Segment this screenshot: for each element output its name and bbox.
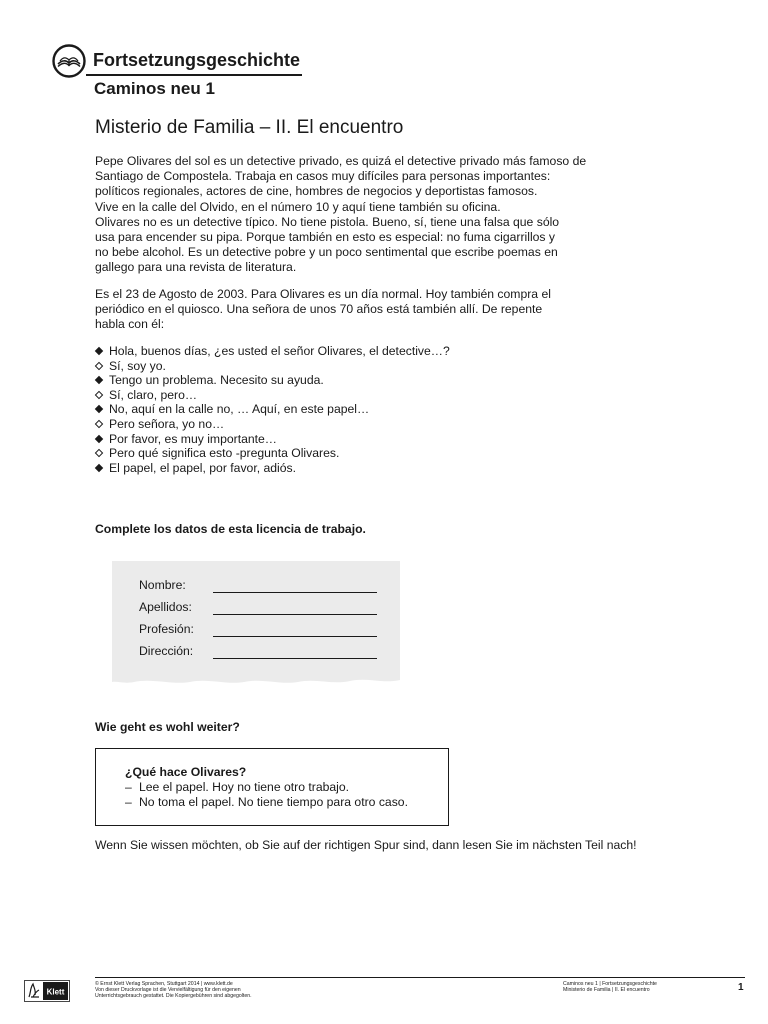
dialogue-line: El papel, el papel, por favor, adiós. xyxy=(95,461,450,476)
question-title: ¿Qué hace Olivares? xyxy=(125,765,247,779)
dialogue-line: Pero señora, yo no… xyxy=(95,417,450,432)
dialogue-list xyxy=(95,344,450,475)
hollow-diamond-icon xyxy=(95,449,103,457)
dialogue-line: No, aquí en la calle no, … Aquí, en este papel… xyxy=(95,402,450,417)
hollow-diamond-icon xyxy=(95,420,103,428)
filled-diamond-icon xyxy=(95,376,103,384)
answer-option[interactable]: – Lee el papel. Hoy no tiene otro trabajo. xyxy=(125,780,350,794)
closing-note: Wenn Sie wissen möchten, ob Sie auf der richtigen Spur sind, dann lesen Sie im nächsten Teil nach! xyxy=(95,838,637,852)
copyright-notice xyxy=(95,981,252,1000)
filled-diamond-icon xyxy=(95,347,103,355)
filled-diamond-icon xyxy=(95,405,103,413)
text-line: políticos regionales, actores de cine, hombres de negocios y deportistas famosos. xyxy=(95,184,538,199)
dialogue-line: Hola, buenos días, ¿es usted el señor Olivares, el detective…? xyxy=(95,344,450,359)
text-line: gallego para una revista de literatura. xyxy=(95,260,297,275)
apellidos-blank[interactable] xyxy=(213,614,377,615)
dash-marker: – xyxy=(125,780,132,794)
dialogue-line: Tengo un problema. Necesito su ayuda. xyxy=(95,373,450,388)
nombre-blank[interactable] xyxy=(213,592,377,593)
story-title: Misterio de Familia – II. El encuentro xyxy=(95,117,404,138)
text-line: Es el 23 de Agosto de 2003. Para Olivares es un día normal. Hoy también compra el xyxy=(95,287,551,301)
exercise1-instruction: Complete los datos de esta licencia de trabajo. xyxy=(95,522,366,536)
text-line: © Ernst Klett Verlag Sprachen, Stuttgart 2014 | www.klett.de xyxy=(95,981,233,987)
dash-marker: – xyxy=(125,795,132,809)
text-line: habla con él: xyxy=(95,317,165,332)
series-title: Fortsetzungsgeschichte xyxy=(93,50,301,70)
dialogue-line: Sí, claro, pero… xyxy=(95,388,450,403)
text-line: no bebe alcohol. Es un detective pobre y un poco sentimental que escribe poemas en xyxy=(95,245,558,260)
text-line: Olivares no es un detective típico. No tiene pistola. Bueno, sí, tiene una falsa que sólo xyxy=(95,214,560,229)
field-label-direccion: Dirección: xyxy=(139,644,194,658)
text-line: Unterrichtsgebrauch gestattet. Die Kopiergebühren sind abgegolten. xyxy=(95,993,252,1000)
text-line: Von dieser Druckvorlage ist die Vervielfältigung für den eigenen xyxy=(95,987,241,994)
intro-paragraph xyxy=(95,154,635,276)
profesion-blank[interactable] xyxy=(213,636,377,637)
source-reference xyxy=(563,981,657,993)
hollow-diamond-icon xyxy=(95,361,103,369)
text-line: Caminos neu 1 | Fortsetzungsgeschichte xyxy=(563,981,657,987)
dialogue-line: Sí, soy yo. xyxy=(95,359,450,374)
dialogue-line: Por favor, es muy importante… xyxy=(95,432,450,447)
field-label-profesion: Profesión: xyxy=(139,622,194,636)
text-line: Ministerio de Familia | II. El encuentro xyxy=(563,987,650,994)
dialogue-line: Pero qué significa esto -pregunta Olivares. xyxy=(95,446,450,461)
text-line: Pepe Olivares del sol es un detective privado, es quizá el detective privado más famoso de xyxy=(95,154,587,168)
footer-divider xyxy=(95,977,745,978)
direccion-blank[interactable] xyxy=(213,658,377,659)
hollow-diamond-icon xyxy=(95,391,103,399)
answer-option[interactable]: – No toma el papel. No tiene tiempo para otro caso. xyxy=(125,795,408,809)
filled-diamond-icon xyxy=(95,464,103,472)
text-line: Santiago de Compostela. Trabaja en casos muy difíciles para personas importantes: xyxy=(95,169,551,184)
field-label-nombre: Nombre: xyxy=(139,578,186,592)
filled-diamond-icon xyxy=(95,434,103,442)
header-divider xyxy=(86,74,302,76)
page-number: 1 xyxy=(738,982,744,993)
text-line: Vive en la calle del Olvido, en el número 10 y aquí tiene también su oficina. xyxy=(95,199,501,214)
scene-paragraph xyxy=(95,287,635,333)
exercise2-instruction: Wie geht es wohl weiter? xyxy=(95,720,240,734)
text-line: periódico en el quiosco. Una señora de unos 70 años está también allí. De repente xyxy=(95,302,543,317)
klett-logo xyxy=(24,980,70,1002)
text-line: usa para encender su pipa. Porque también en esto es especial: no fuma cigarrillos y xyxy=(95,230,556,245)
field-label-apellidos: Apellidos: xyxy=(139,600,192,614)
book-title: Caminos neu 1 xyxy=(94,79,215,98)
svg-text:Klett: Klett xyxy=(46,987,65,997)
open-book-icon xyxy=(52,44,86,78)
